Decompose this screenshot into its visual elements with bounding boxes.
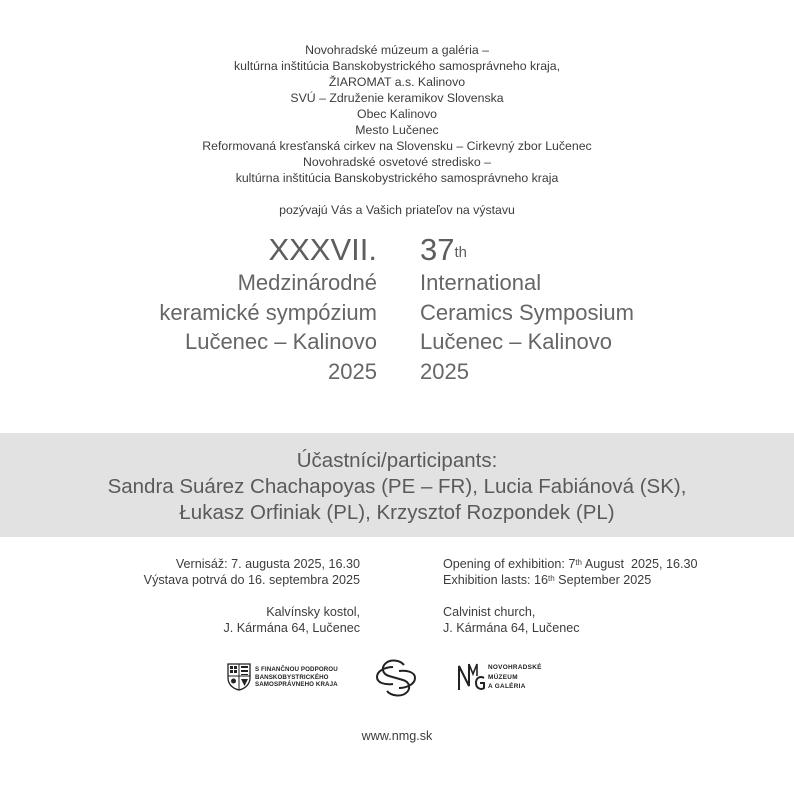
opening-date-en: Opening of exhibition: 7th August 2025, 16.30 [443,557,698,571]
info-english [443,556,698,636]
organizer-line: SVÚ – Združenie keramikov Slovenska [290,91,504,105]
participants-band [0,433,794,537]
info-slovak [144,556,360,636]
nmg-logo-text: NOVOHRADSKÉ MÚZEUM A GALÉRIA [488,664,542,690]
address-sk: J. Kármána 64, Lučenec [223,621,360,635]
nmg-logo [457,662,557,696]
opening-date-sk: Vernisáž: 7. augusta 2025, 16.30 [175,557,360,571]
venue-en: Calvinist church, [443,605,536,619]
bbsk-logo [227,663,337,693]
participants-line: Sandra Suárez Chachapoyas (PE – FR), Lucia Fabiánová (SK), [107,475,687,498]
title-line: Lučenec – Kalinovo [184,329,377,354]
title-line: International [420,270,542,295]
organizers-list [0,42,794,186]
participants-heading: Účastníci/participants: [296,449,498,472]
title-line: Medzinárodné [237,270,377,295]
bbsk-crest-icon [227,663,251,691]
organizer-line: ŽIAROMAT a.s. Kalinovo [328,75,466,89]
organizer-line: Obec Kalinovo [357,107,437,121]
bbsk-logo-text: S FINANČNOU PODPOROU BANSKOBYSTRICKÉHO SAMOSPRÁVNEHO KRAJA [255,666,338,688]
title-number-sk: XXXVII. [268,232,377,267]
organizer-line: Reformovaná kresťanská cirkev na Slovensku – Cirkevný zbor Lučenec [202,139,592,153]
venue-sk: Kalvínsky kostol, [266,605,360,619]
organizer-line: Mesto Lučenec [355,123,439,137]
invitation-text: pozývajú Vás a Vašich priateľov na výstavu [279,203,515,217]
title-slovak [159,232,377,386]
address-en: J. Kármána 64, Lučenec [443,621,580,635]
title-line: keramické sympózium [159,299,377,325]
organizer-line: kultúrna inštitúcia Banskobystrického samosprávneho kraja, [233,59,561,73]
nmg-monogram-icon [457,662,487,692]
organizer-line: kultúrna inštitúcia Banskobystrického samosprávneho kraja [235,171,559,185]
duration-sk: Výstava potrvá do 16. septembra 2025 [143,573,360,587]
title-number-en: 37th [420,232,467,267]
title-english [420,232,634,386]
title-line: Lučenec – Kalinovo [420,329,613,354]
duration-en: Exhibition lasts: 16th September 2025 [443,573,652,587]
title-year: 2025 [328,358,377,384]
organizer-line: Novohradské osvetové stredisko – [303,155,491,169]
svu-monogram-icon [373,657,419,699]
title-line: Ceramics Symposium [420,299,634,325]
organizer-line: Novohradské múzeum a galéria – [305,43,489,57]
participants-line: Łukasz Orfiniak (PL), Krzysztof Rozpondek (PL) [179,501,615,524]
website-link[interactable]: www.nmg.sk [361,729,433,743]
title-year: 2025 [420,358,469,384]
ordinal-suffix: th [454,244,467,261]
